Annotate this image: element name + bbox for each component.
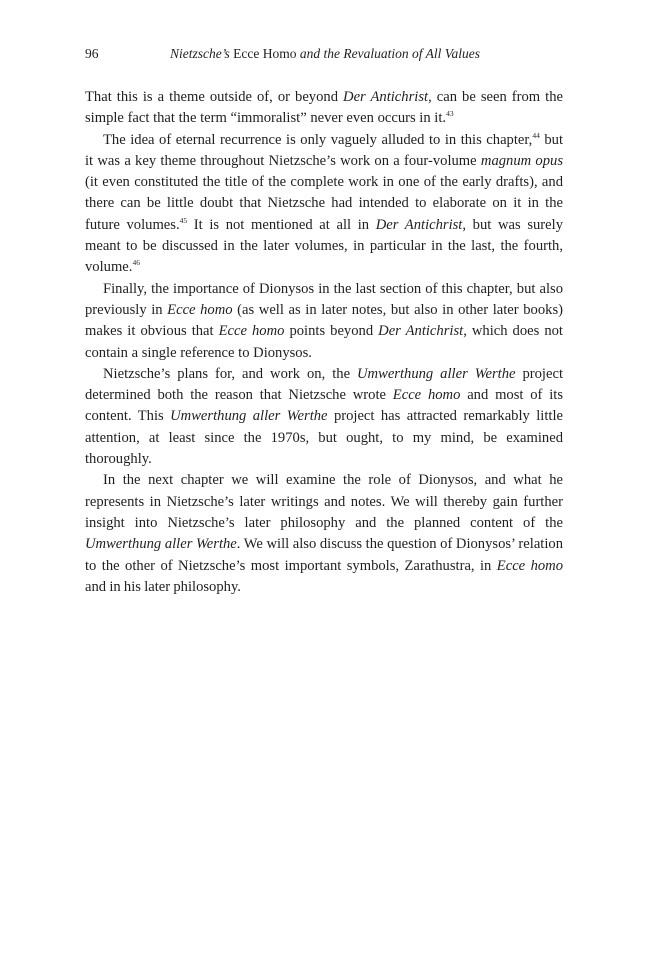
text-run: Finally, the importance of Dionysos in the last section of this chapter, but also previously in — [85, 280, 563, 318]
text-run: In the next chapter we will examine the role of Dionysos, and what he represents in Nietzsche’s later writings and notes. We will thereby gain further insight into Nietzsche’s later philosophy and the planned content of the — [85, 472, 563, 531]
text-run: project has attracted remarkably little attention, at least since the 1970s, but ought, to my mind, be examined thoroughly. — [85, 408, 563, 468]
page-number: 96 — [85, 46, 99, 61]
italic-text: Der Antichrist — [375, 216, 463, 233]
italic-text: Umwerthung aller Werthe — [357, 365, 516, 382]
text-run: (as well as in later notes, but also in other later books) makes it obvious that — [85, 301, 563, 340]
text-run: project determined both the reason that Nietzsche wrote — [85, 365, 563, 404]
footnote-marker: 45 — [179, 215, 188, 225]
italic-text: Ecce homo — [496, 557, 564, 574]
running-header — [85, 44, 565, 64]
text-run: , but was surely meant to be discussed in the later volumes, in particular in the last, the fourth, volume. — [85, 216, 563, 276]
text-run: (it even constituted the title of the complete work in one of the early drafts), and there can be little doubt that Nietzsche had intended to elaborate on it in the future volumes. — [85, 174, 563, 233]
italic-text: Umwerthung aller Werthe — [170, 408, 328, 425]
running-title — [170, 44, 480, 64]
text-run: but it was a key theme throughout Nietzsche’s work on a four-volume — [85, 131, 563, 169]
italic-text: Ecce homo — [392, 387, 461, 404]
italic-text: magnum opus — [480, 152, 564, 169]
paragraph — [85, 130, 563, 279]
paragraph — [85, 470, 563, 598]
text-run: . We will also discuss the question of Dionysos’ relation to the other of Nietzsche’s most important symbols, Zarathustra, in — [85, 536, 563, 574]
text-run: points beyond — [284, 323, 379, 340]
text-run: and most of its content. This — [85, 387, 564, 425]
text-run: The idea of eternal recurrence is only vaguely alluded to in this chapter, — [103, 131, 533, 148]
footnote-marker: 44 — [532, 130, 540, 140]
body-text — [85, 87, 563, 598]
italic-text: Der Antichrist — [343, 89, 429, 105]
text-run: , can be seen from the simple fact that the term “immoralist” never even occurs in it. — [85, 89, 563, 127]
footnote-marker: 43 — [446, 109, 454, 119]
text-run: That this is a theme outside of, or beyond — [85, 89, 344, 105]
text-run: It is not mentioned at all in — [187, 216, 376, 233]
text-run: , which does not contain a single reference to Dionysos. — [85, 323, 563, 361]
paragraph — [85, 279, 563, 364]
italic-text: Der Antichrist — [378, 323, 464, 340]
italic-text: Ecce homo — [167, 301, 233, 318]
running-title-italic-1: Nietzsche’s — [170, 46, 230, 61]
running-title-italic-2: and the Revaluation of All Values — [299, 46, 480, 61]
text-run: and in his later philosophy. — [85, 578, 241, 595]
italic-text: Ecce homo — [218, 323, 285, 340]
text-run: Nietzsche’s plans for, and work on, the — [103, 365, 358, 382]
running-title-roman: Ecce Homo — [229, 46, 300, 61]
footnote-marker: 46 — [132, 258, 140, 268]
italic-text: Umwerthung aller Werthe — [85, 536, 237, 553]
paragraph — [85, 364, 563, 470]
paragraph — [85, 87, 563, 130]
